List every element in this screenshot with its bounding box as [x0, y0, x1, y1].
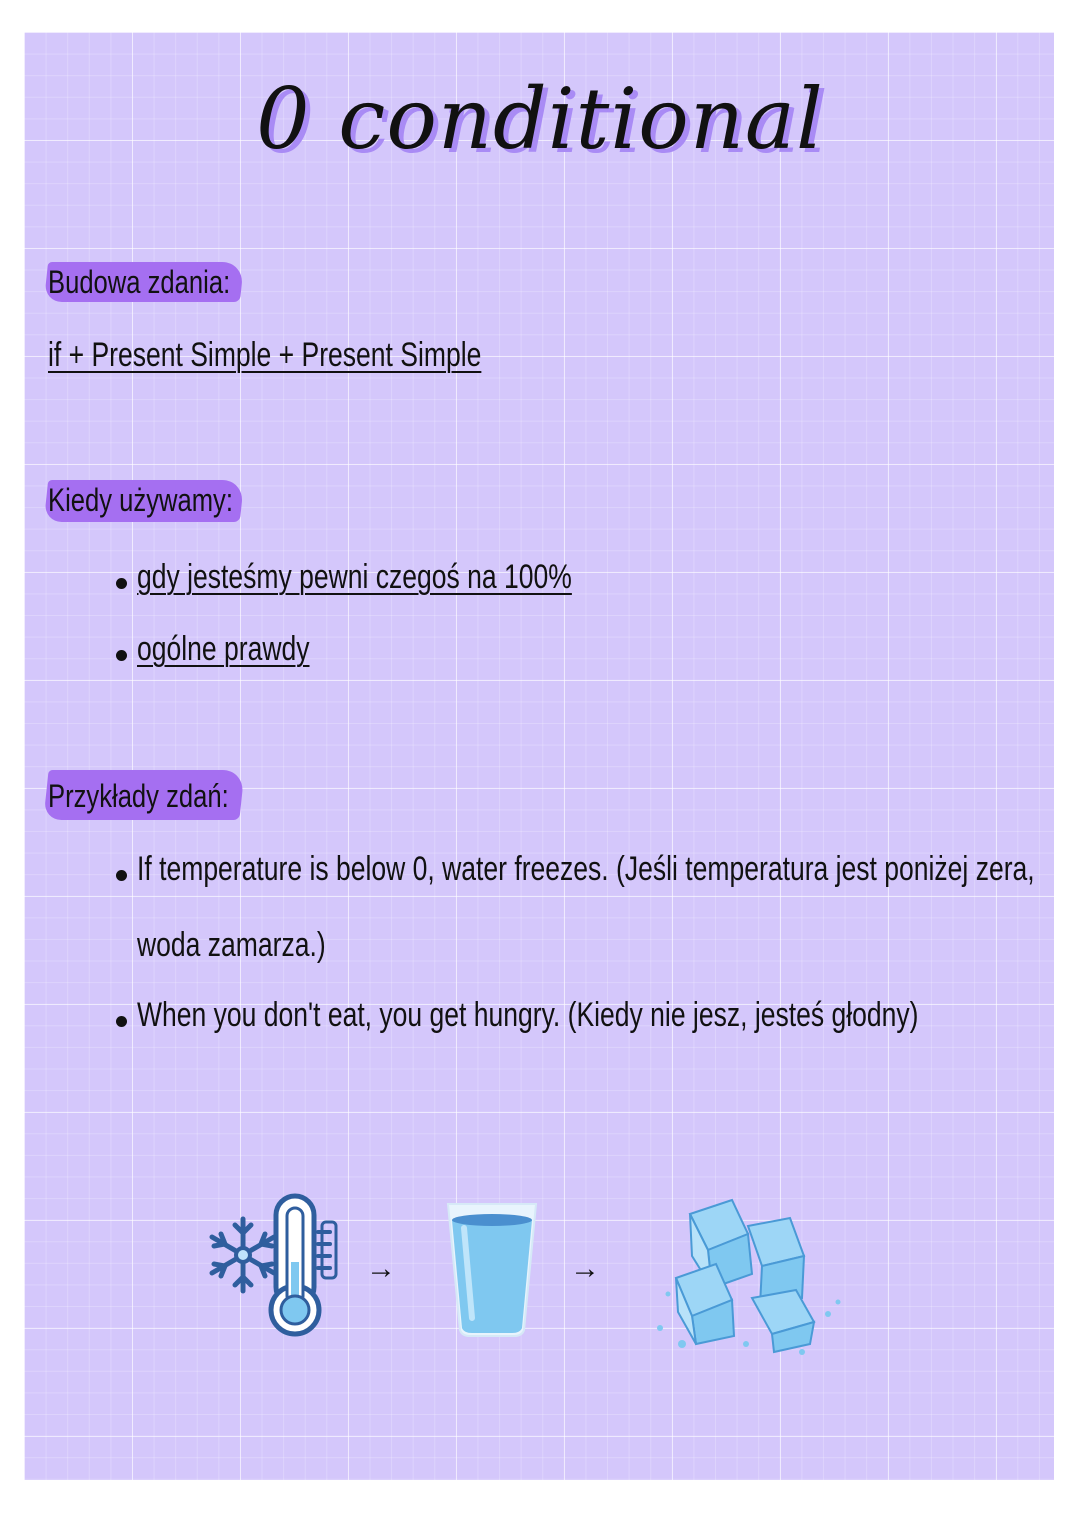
structure-formula: if + Present Simple + Present Simple — [48, 336, 482, 374]
example-1-line-2: woda zamarza.) — [137, 926, 326, 964]
thermometer-icon — [266, 1192, 342, 1338]
structure-heading: Budowa zdania: — [48, 264, 231, 300]
example-2: When you don't eat, you get hungry. (Kiedy nie jesz, jesteś głodny) — [137, 996, 919, 1034]
example-1-line-1: If temperature is below 0, water freezes. (Jeśli temperatura jest poniżej zera, — [137, 850, 1035, 888]
page-title: 0 conditional — [256, 70, 824, 168]
bullet — [116, 1016, 127, 1027]
water-glass-icon — [444, 1198, 540, 1340]
usage-item-1: gdy jesteśmy pewni czegoś na 100% — [137, 558, 572, 596]
bullet — [116, 650, 127, 661]
bullet — [116, 578, 127, 589]
ice-cubes-icon — [652, 1194, 852, 1358]
usage-item-2: ogólne prawdy — [137, 630, 310, 668]
usage-heading: Kiedy używamy: — [48, 482, 233, 518]
arrow-icon: → — [366, 1252, 396, 1285]
examples-heading: Przykłady zdań: — [48, 778, 229, 814]
arrow-icon: → — [570, 1252, 600, 1285]
bullet — [116, 870, 127, 881]
